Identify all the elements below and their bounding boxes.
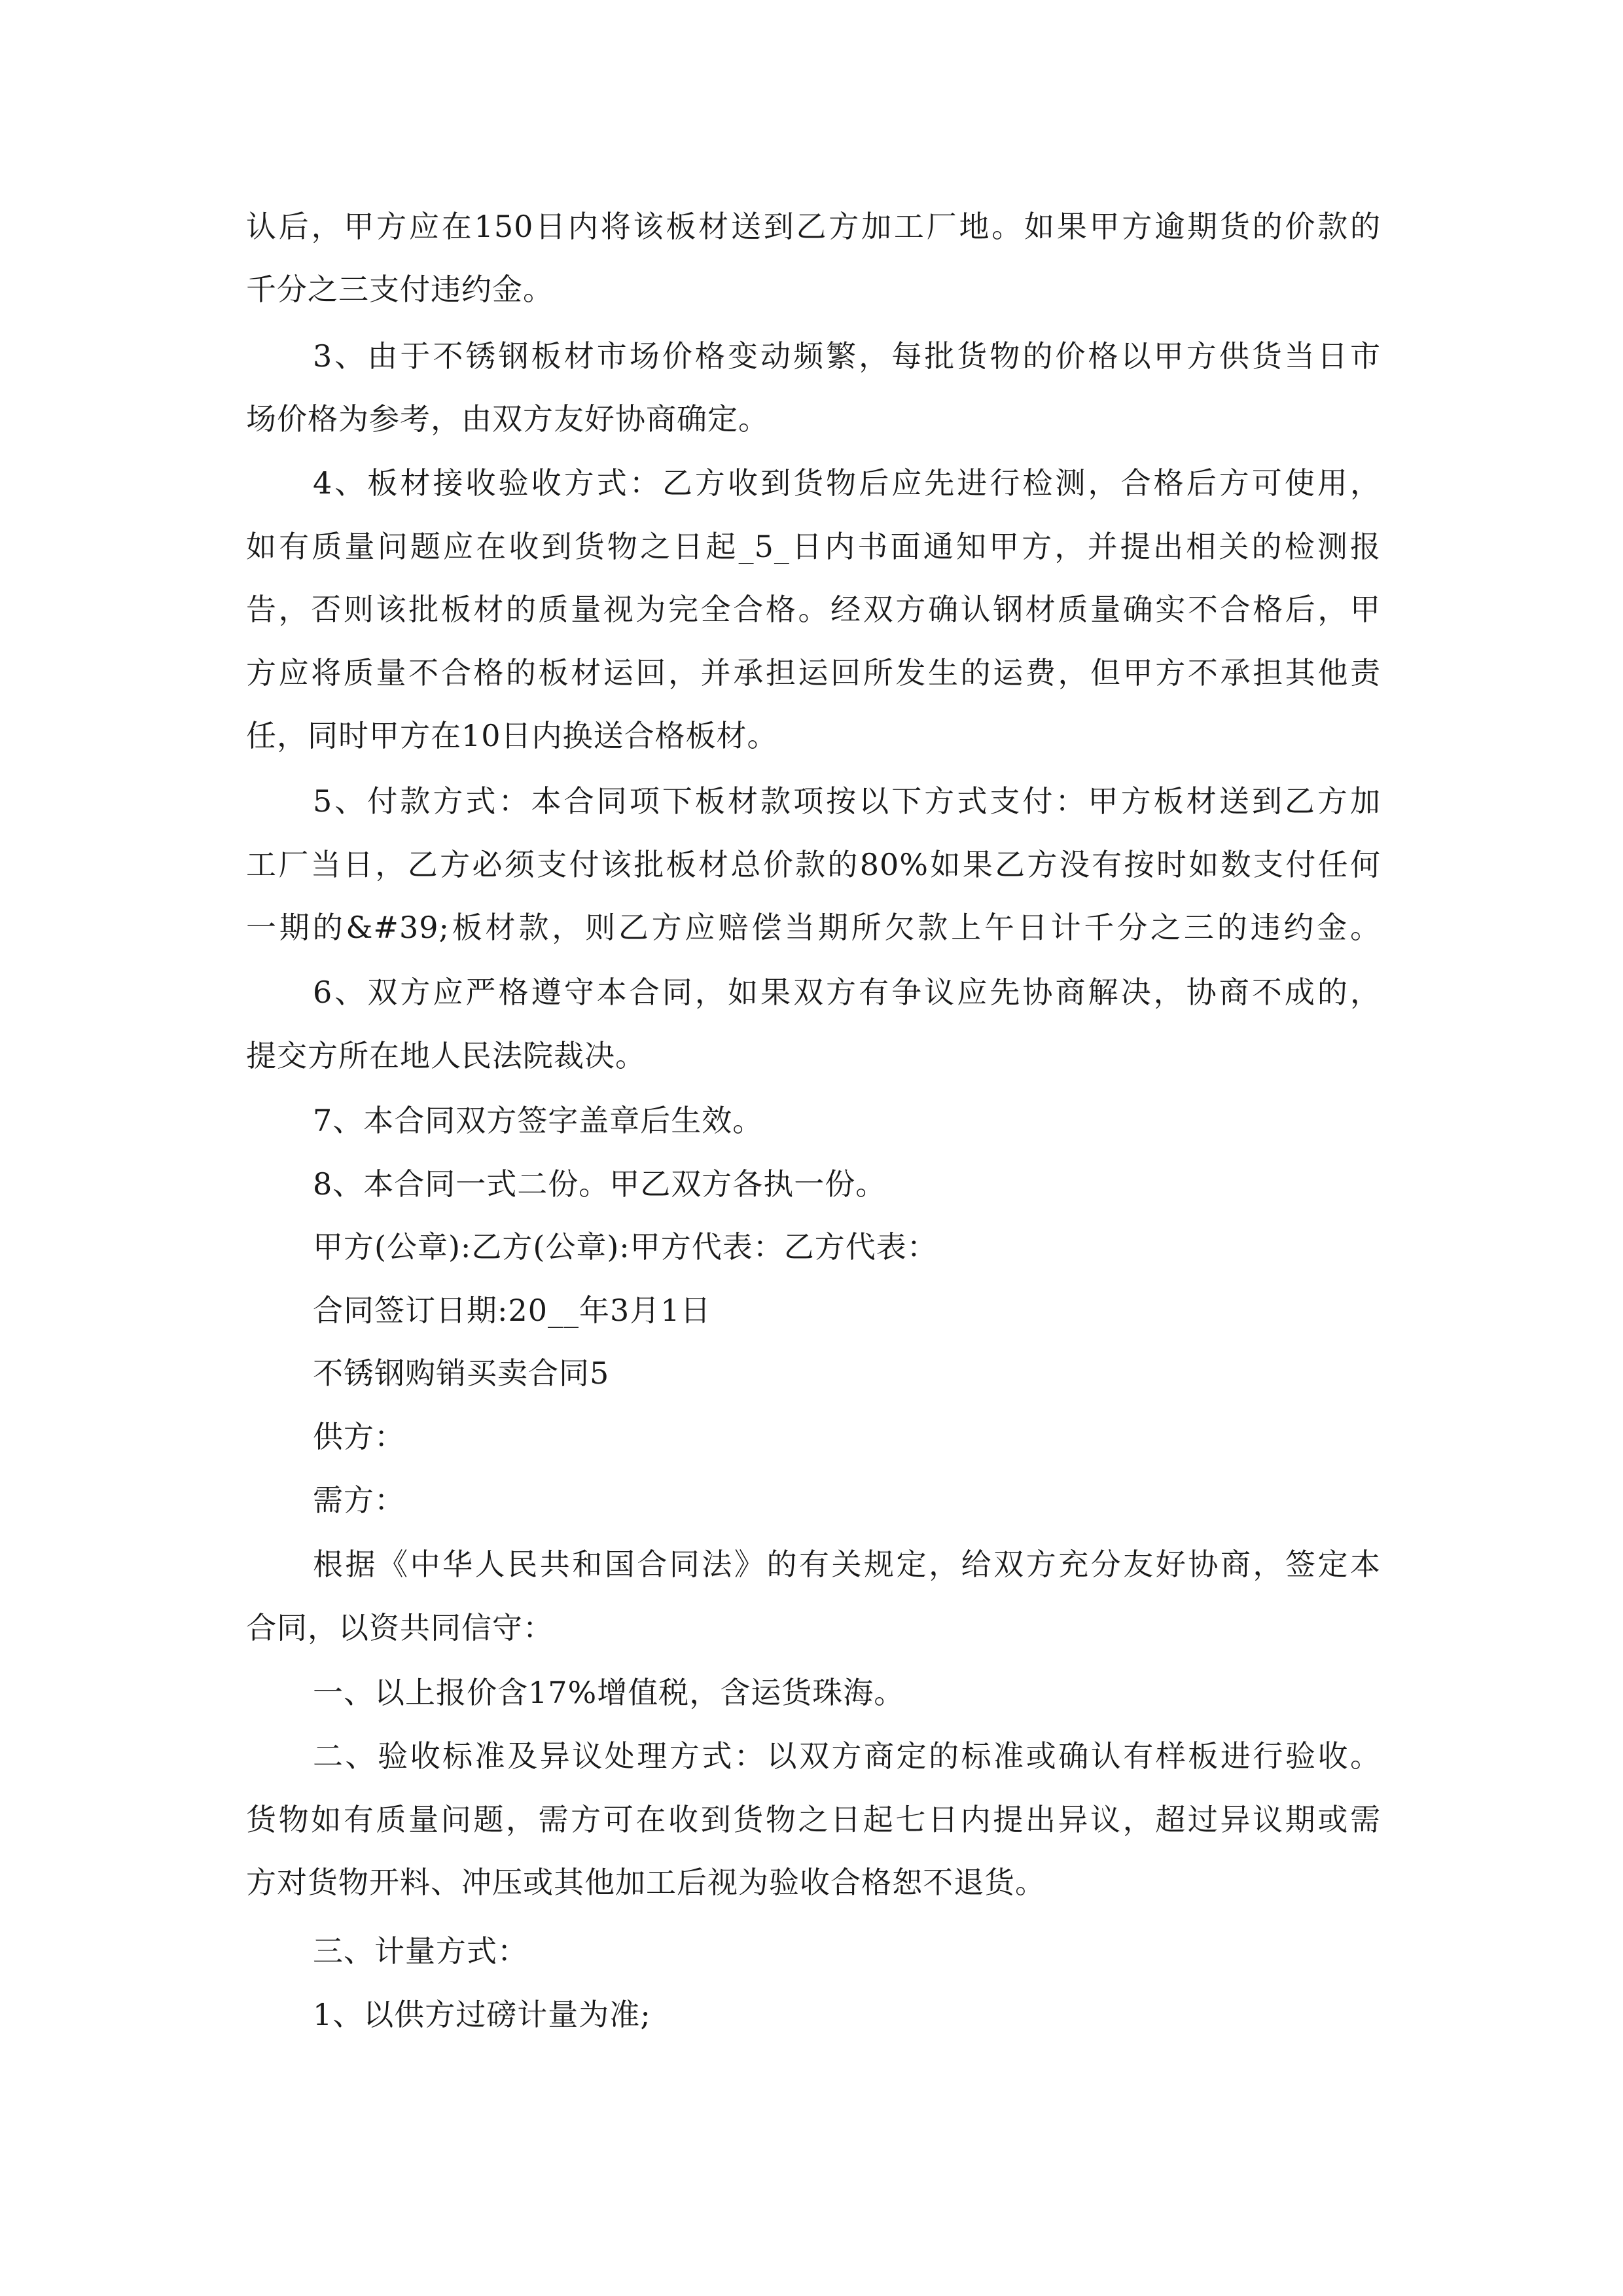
text-line: 认后，甲方应在150日内将该板材送到乙方加工厂地。如果甲方逾期货的价款的	[246, 209, 1381, 244]
text-line: 千分之三支付违约金。	[246, 272, 554, 307]
text-line: 1、以供方过磅计量为准;	[313, 1997, 651, 2032]
text-line: 甲方(公章):乙方(公章):甲方代表：乙方代表：	[313, 1229, 938, 1265]
text-line: 场价格为参考，由双方友好协商确定。	[246, 401, 769, 437]
text-line: 货物如有质量问题，需方可在收到货物之日起七日内提出异议，超过异议期或需	[246, 1802, 1381, 1837]
text-line: 提交方所在地人民法院裁决。	[246, 1038, 646, 1073]
text-line: 一、以上报价含17%增值税，含运货珠海。	[313, 1675, 905, 1710]
text-line: 3、由于不锈钢板材市场价格变动频繁，每批货物的价格以甲方供货当日市	[313, 338, 1381, 374]
text-line: 如有质量问题应在收到货物之日起_5_日内书面通知甲方，并提出相关的检测报	[246, 529, 1381, 564]
text-line: 6、双方应严格遵守本合同，如果双方有争议应先协商解决，协商不成的，	[313, 975, 1381, 1010]
text-line: 方应将质量不合格的板材运回，并承担运回所发生的运费，但甲方不承担其他责	[246, 655, 1381, 691]
text-line: 根据《中华人民共和国合同法》的有关规定，给双方充分友好协商，签定本	[313, 1547, 1381, 1582]
text-line: 任，同时甲方在10日内换送合格板材。	[246, 718, 778, 753]
text-line: 8、本合同一式二份。甲乙双方各执一份。	[313, 1166, 887, 1202]
text-line: 供方：	[313, 1419, 405, 1454]
text-line: 需方：	[313, 1482, 405, 1518]
text-line: 7、本合同双方签字盖章后生效。	[313, 1103, 764, 1138]
text-line: 告，否则该批板材的质量视为完全合格。经双方确认钢材质量确实不合格后，甲	[246, 592, 1381, 627]
text-line: 二、验收标准及异议处理方式：以双方商定的标准或确认有样板进行验收。	[313, 1738, 1381, 1774]
text-line: 合同，以资共同信守：	[246, 1610, 554, 1645]
text-line: 合同签订日期:20__年3月1日	[313, 1293, 711, 1328]
text-line: 4、板材接收验收方式：乙方收到货物后应先进行检测，合格后方可使用，	[313, 465, 1381, 501]
text-line: 5、付款方式：本合同项下板材款项按以下方式支付：甲方板材送到乙方加	[313, 783, 1381, 819]
text-line: 三、计量方式：	[313, 1933, 528, 1969]
text-line: 方对货物开料、冲压或其他加工后视为验收合格恕不退货。	[246, 1865, 1046, 1900]
text-line: 一期的&#39;板材款，则乙方应赔偿当期所欠款上午日计千分之三的违约金。	[246, 910, 1381, 945]
text-line: 不锈钢购销买卖合同5	[313, 1355, 610, 1391]
text-line: 工厂当日，乙方必须支付该批板材总价款的80%如果乙方没有按时如数支付任何	[246, 847, 1381, 882]
